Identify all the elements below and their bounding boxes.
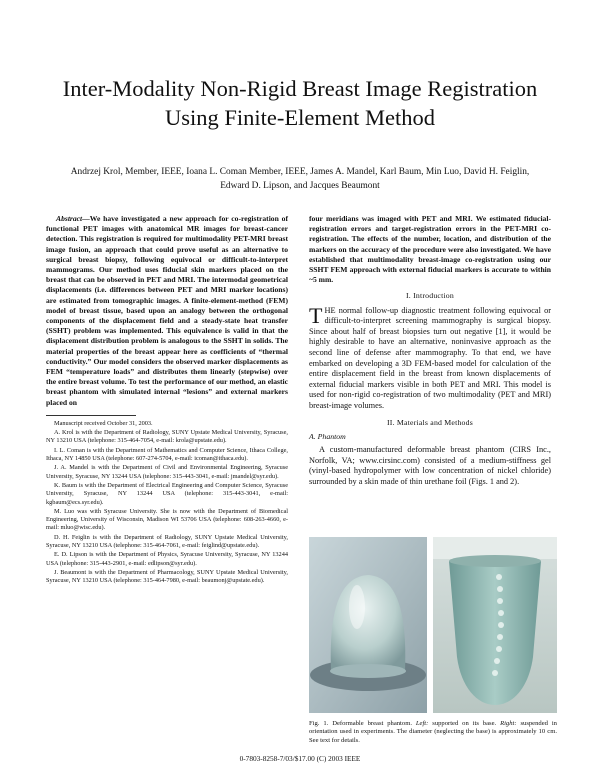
- footnote: J. A. Mandel is with the Department of Civil and Environmental Engineering, Syracuse University, Syracuse, NY 13244 USA (telephone: 315-443-3041, e-mail: jmandel@syr.edu).: [46, 464, 288, 480]
- subsection-heading-phantom: A. Phantom: [309, 431, 346, 441]
- author-list: Andrzej Krol, Member, IEEE, Ioana L. Coman Member, IEEE, James A. Mandel, Karl Baum, Min Luo, David H. Feiglin, Edward D. Lipson, and Jacques Beaumont: [70, 167, 530, 191]
- footnote: D. H. Feiglin is with the Department of Radiology, SUNY Upstate Medical University, Syracuse, NY 13210 USA (telephone: 315-464-7061, e-mail: feiglind@upstate.edu).: [46, 533, 288, 550]
- footnote: Manuscript received October 31, 2003.: [54, 419, 153, 427]
- abstract-lead: Abstract: [56, 214, 83, 223]
- caption-left-word: Left:: [415, 720, 429, 727]
- right-column: [309, 214, 551, 487]
- caption-right-word: Right:: [500, 720, 517, 727]
- phantom-photo-left: [309, 537, 427, 713]
- caption-text: suspended in orientation used in experiments. The diameter (neglecting the base) is approximately 10 cm. See text for details.: [309, 720, 557, 744]
- drop-cap: T: [309, 302, 323, 328]
- phantom-photo-right: [433, 537, 557, 713]
- section-heading-introduction: I. Introduction: [405, 291, 455, 301]
- abstract-text: —We have investigated a new approach for co-registration of functional PET images with anatomical MR images for breast-cancer detection. This registration is required for multimodality PET-MRI breast image fusion, an approach that could prove useful as an alternative to surgical breast biopsy, following equivocal or difficult-to-interpret mammograms. Our method uses fiducial skin markers placed on the breast that can be observed in PET and MRI. The intermodal geometrical displacements (i.e. differences between PET and MRI marker locations) are estimated from tomographic images. A finite-element-method (FEM) model of breast tissue, based upon an analogy between the orthogonal components of the displacement field and a steady-state heat transfer (SSHT) problem was implemented. This equivalence is valid in that the displacement distribution problem is analogous to the SSHT in solids. The material properties of the breast appear here as coefficients of “thermal conductivity.” Our model considers the observed marker displacements as FEM “temperature loads” and distributes them linearly (stepwise) over the entire breast volume. To test the performance of our method, an elastic breast phantom with simulated internal “lesions” and external markers placed on: [46, 214, 288, 407]
- paper-title: Inter-Modality Non-Rigid Breast Image Registration Using Finite-Element Method: [62, 76, 538, 130]
- introduction-text: HE normal follow-up diagnostic treatment following equivocal or difficult-to-interpret screening mammography is surgical biopsy. Since about half of breast biopsies turn out negative [1], it would be highly desirable to have an alternative, noninvasive approach as the second line of defense after mammography. To that end, we have embarked on developing a 3D FEM-based model for calculation of the entire displacement field in the breast from known displacements of external fiducial markers visible in both PET and MRI. This model is used for non-rigid co-registration of two multimodality (PET and MRI) breast-image volumes.: [309, 305, 551, 410]
- footnote: K. Baum is with the Department of Electrical Engineering and Computer Science, Syracuse University, Syracuse, NY 13244 USA (telephone: 315-443-3041, e-mail: kgbaum@ecs.syr.edu).: [46, 481, 288, 506]
- abstract-continued: four meridians was imaged with PET and MRI. We estimated fiducial-registration errors and target-registration errors in the PET-MRI co-registration. The effects of the number, location, and distribution of the markers on the accuracy of the procedure were also investigated. We have established that multimodality breast-image co-registration using our SSHT FEM approach with external fiducial markers is accurate to within ~5 mm.: [309, 214, 551, 285]
- phantom-paragraph: A custom-manufactured deformable breast phantom (CIRS Inc., Norfolk, VA; www.cirsinc.com) consisted of a medium-stiffness gel (vinyl-based hydropolymer with low concentration of nickel chloride) surrounded by a skin made of thin urethane foil (Figs. 1 and 2).: [309, 444, 551, 486]
- figure-caption: [309, 720, 557, 745]
- footnote: I. L. Coman is with the Department of Mathematics and Computer Science, Ithaca College, Ithaca, NY 14850 USA (telephone: 607-274-5704, e-mail: icoman@ithaca.edu).: [46, 446, 288, 463]
- footnote: M. Luo was with Syracuse University. She is now with the Department of Biomedical Engineering, University of Wisconsin, Madison WI 53706 USA (telephone: 608-263-4660, e-mail: mluo@wisc.edu).: [46, 507, 288, 532]
- introduction-paragraph: [309, 302, 551, 412]
- abstract: [46, 214, 288, 408]
- caption-text: supported on its base.: [432, 720, 497, 727]
- footnote-rule: [46, 415, 136, 416]
- figure-label: Fig. 1.: [309, 720, 329, 727]
- caption-text: Deformable breast phantom.: [332, 720, 412, 727]
- footnote: J. Beaumont is with the Department of Pharmacology, SUNY Upstate Medical University, Syracuse, NY 13210 USA (telephone: 315-464-7980, e-mail: beaumonj@upstate.edu).: [46, 568, 288, 585]
- figure-1: [309, 537, 557, 713]
- left-column: [46, 214, 288, 587]
- footnote: A. Krol is with the Department of Radiology, SUNY Upstate Medical University, Syracuse, NY 13210 USA (telephone: 315-464-7054, e-mail: krola@upstate.edu).: [46, 429, 288, 445]
- page-footer: 0-7803-8258-7/03/$17.00 (C) 2003 IEEE: [239, 754, 361, 763]
- footnote: E. D. Lipson is with the Department of Physics, Syracuse University, Syracuse, NY 13244 USA (telephone: 315-443-2901, e-mail: edlipson@syr.edu).: [46, 551, 288, 567]
- section-heading-methods: II. Materials and Methods: [387, 417, 473, 427]
